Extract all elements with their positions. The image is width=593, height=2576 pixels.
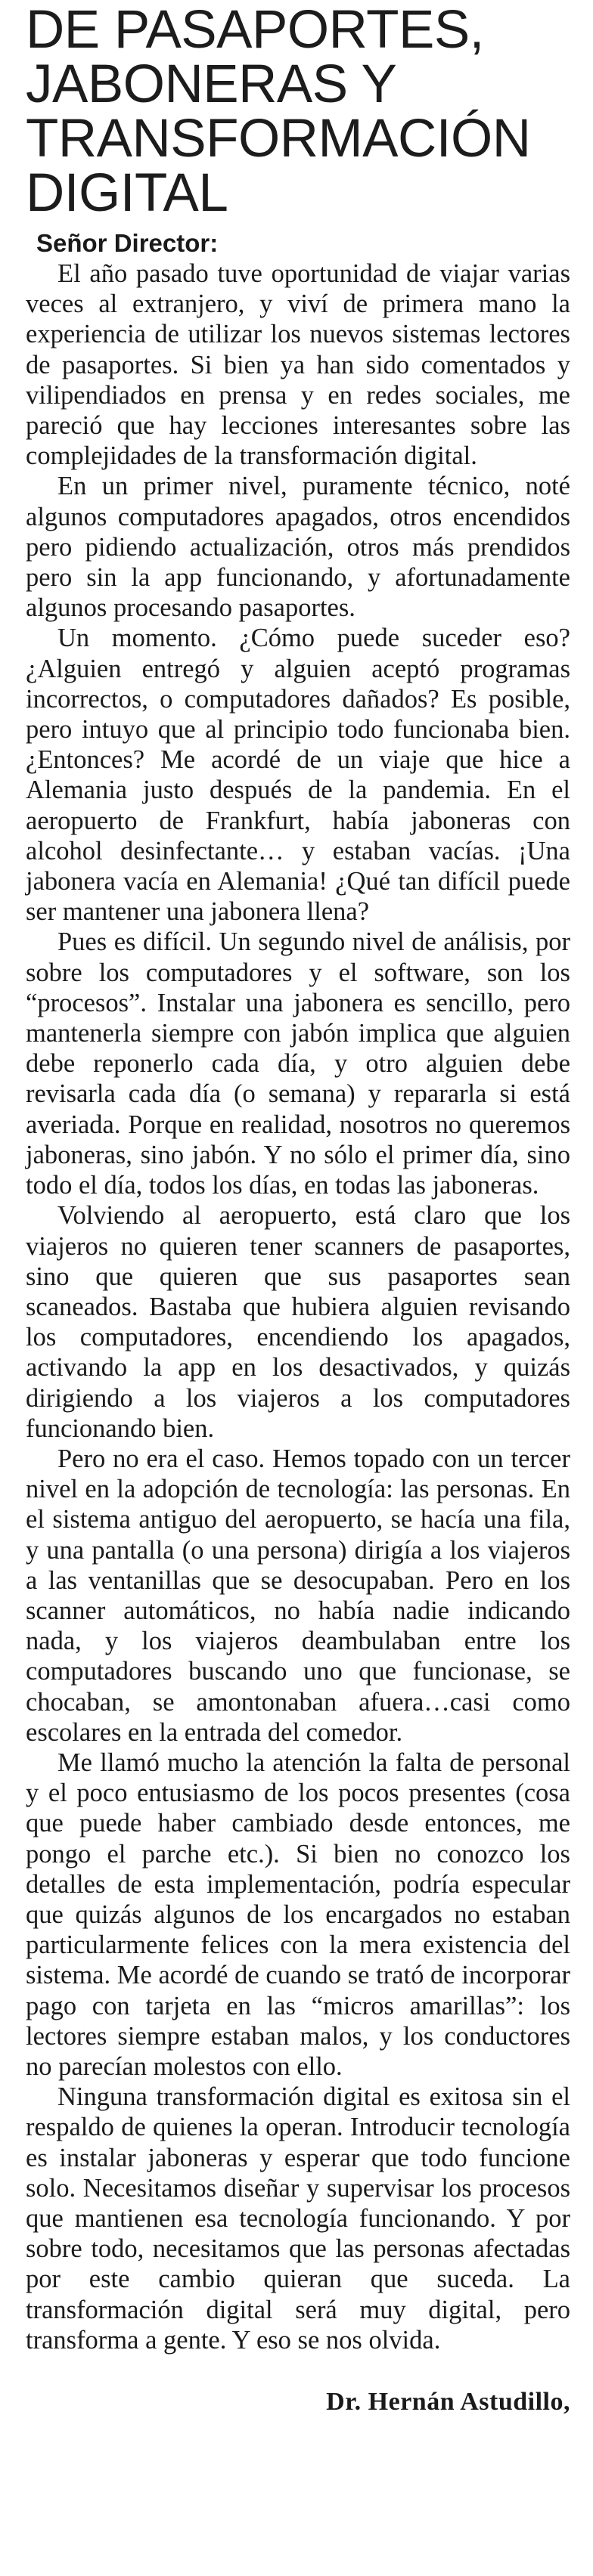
paragraph: Un momento. ¿Cómo puede suceder eso? ¿Alguien entregó y alguien aceptó programas incorrectos, o computadores dañados? Es posible, pero intuyo que al principio todo funcionaba bien. ¿Entonces? Me acordé de un viaje que hice a Alemania justo después de la pandemia. En el aeropuerto de Frankfurt, había jaboneras con alcohol desinfectante… y estaban vacías. ¡Una jabonera vacía en Alemania! ¿Qué tan difícil puede ser mantener una jabonera llena? xyxy=(26,624,570,927)
headline-line: TRANSFORMACIÓN xyxy=(26,109,531,169)
headline-line: JABONERAS Y xyxy=(26,54,397,114)
letter-page xyxy=(26,0,570,2417)
headline-line: DE PASAPORTES, xyxy=(26,0,484,60)
headline-line: DIGITAL xyxy=(26,163,228,223)
paragraph: El año pasado tuve oportunidad de viajar varias veces al extranjero, y viví de primera mano la experiencia de utilizar los nuevos sistemas lectores de pasaportes. Si bien ya han sido comentados y vilipendiados en prensa y en redes sociales, me pareció que hay lecciones interesantes sobre las complejidades de la transformación digital. xyxy=(26,259,570,471)
letter-body xyxy=(26,259,570,2355)
signature: Dr. Hernán Astudillo, xyxy=(326,2388,570,2417)
paragraph: En un primer nivel, puramente técnico, noté algunos computadores apagados, otros encendidos pero pidiendo actualización, otros más prendidos pero sin la app funcionando, y afortunadamente algunos procesando pasaportes. xyxy=(26,472,570,623)
paragraph: Pero no era el caso. Hemos topado con un tercer nivel en la adopción de tecnología: las personas. En el sistema antiguo del aeropuerto, se hacía una fila, y una pantalla (o una persona) dirigía a los viajeros a las ventanillas que se desocupaban. Pero en los scanner automáticos, no había nadie indicando nada, y los viajeros deambulaban entre los computadores buscando uno que funcionase, se chocaban, se amontonaban afuera…casi como escolares en la entrada del comedor. xyxy=(26,1444,570,1747)
paragraph: Volviendo al aeropuerto, está claro que los viajeros no quieren tener scanners de pasaportes, sino que quieren que sus pasaportes sean scaneados. Bastaba que hubiera alguien revisando los computadores, encendiendo los apagados, activando la app en los desactivados, y quizás dirigiendo a los viajeros a los computadores funcionando bien. xyxy=(26,1201,570,1443)
headline xyxy=(26,0,570,223)
salutation: Señor Director: xyxy=(36,229,219,257)
paragraph: Pues es difícil. Un segundo nivel de análisis, por sobre los computadores y el software, son los “procesos”. Instalar una jabonera es sencillo, pero mantenerla siempre con jabón implica que alguien debe reponerlo cada día, y otro alguien debe revisarla cada día (o semana) y repararla si está averiada. Porque en realidad, nosotros no queremos jaboneras, sino jabón. Y no sólo el primer día, sino todo el día, todos los días, en todas las jaboneras. xyxy=(26,927,570,1200)
paragraph: Me llamó mucho la atención la falta de personal y el poco entusiasmo de los pocos presentes (cosa que puede haber cambiado desde entonces, me pongo el parche etc.). Si bien no conozco los detalles de esta implementación, podría especular que quizás algunos de los encargados no estaban particularmente felices con la mera existencia del sistema. Me acordé de cuando se trató de incorporar pago con tarjeta en las “micros amarillas”: los lectores siempre estaban malos, y los conductores no parecían molestos con ello. xyxy=(26,1748,570,2081)
paragraph: Ninguna transformación digital es exitosa sin el respaldo de quienes la operan. Introducir tecnología es instalar jaboneras y esperar que todo funcione solo. Necesitamos diseñar y supervisar los procesos que mantienen esa tecnología funcionando. Y por sobre todo, necesitamos que las personas afectadas por este cambio quieran que suceda. La transformación digital será muy digital, pero transforma a gente. Y eso se nos olvida. xyxy=(26,2082,570,2355)
